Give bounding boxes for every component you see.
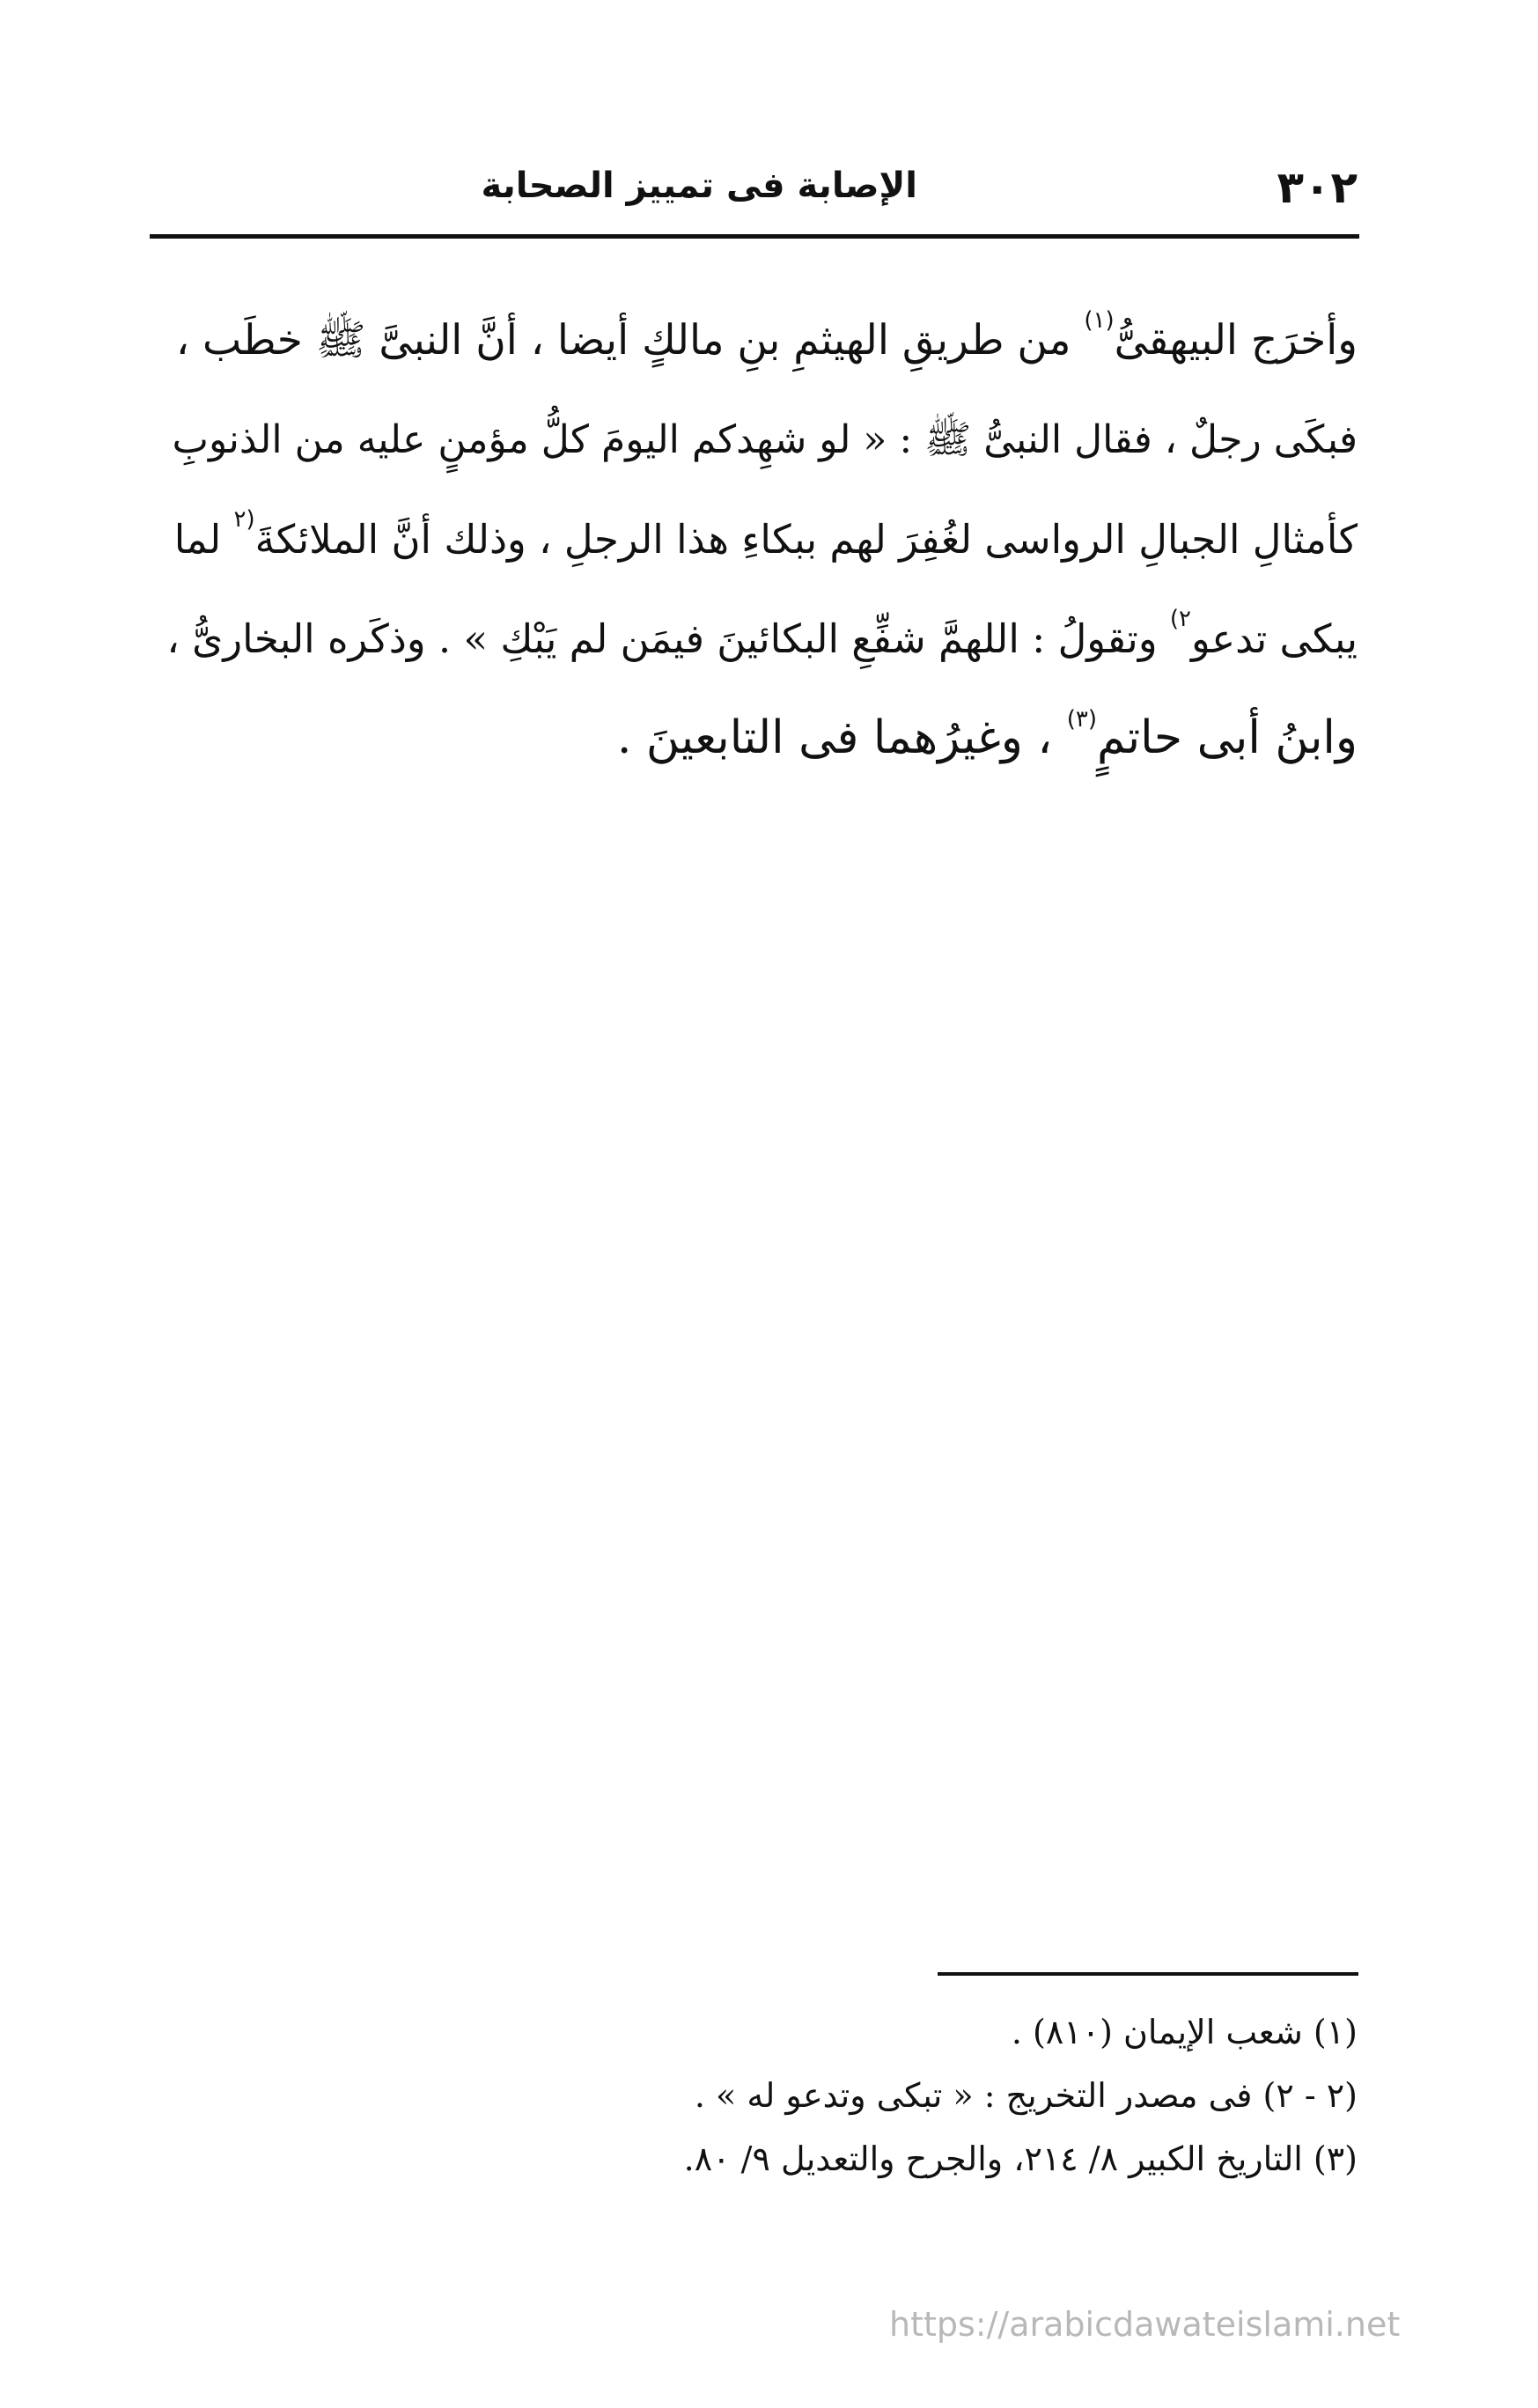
text-line-1: وأخرَج البيهقىُّ$^{(١)}$ من طريقِ الهيثمِ بنِ مالكٍ أيضا ، أنَّ النبىَّ ﷺ خطَب ، (175, 307, 1358, 365)
footnote-1: (١) شعب الإيمان (٨١٠) . (1011, 2013, 1358, 2051)
text-line-4: يبكى تدعو$^{٢)}$ وتقولُ : اللهمَّ شفِّعِ البكائينَ فيمَن لم يَبْكِ » . وذكَره البخارىُّ ، (166, 606, 1358, 662)
footnote-3: (٣) التاريخ الكبير ٨/ ٢١٤، والجرح والتعديل ٩/ ٨٠. (683, 2139, 1358, 2178)
watermark-url: https://arabicdawateislami.net (889, 2305, 1401, 2344)
book-title: الإصابة فى تمييز الصحابة (481, 166, 917, 206)
footnote-marker-2-close: ٢) (1169, 606, 1191, 632)
footnote-marker-1: (١) (1084, 307, 1115, 334)
text-line-3: كأمثالِ الجبالِ الرواسى لغُفِرَ لهم ببكاءِ هذا الرجلِ ، وذلك أنَّ الملائكةَ$^{(٢}$ لما (173, 506, 1358, 563)
footnotes (176, 2000, 1358, 2191)
main-text (157, 291, 1358, 788)
page-number: ٣٠٢ (1277, 162, 1358, 213)
header-rule (150, 234, 1359, 239)
footnote-marker-2-open: (٢ (233, 506, 255, 533)
footnote-marker-3: (٣) (1066, 706, 1097, 733)
footnote-2: (٢ - ٢) فى مصدر التخريج : « تبكى وتدعو له » . (694, 2076, 1358, 2115)
footnote-rule (938, 1972, 1358, 1976)
text-line-5: وابنُ أبى حاتمٍ$^{(٣)}$ ، وغيرُهما فى التابعينَ . (616, 706, 1358, 764)
running-head (150, 157, 1358, 218)
text-line-2: فبكَى رجلٌ ، فقال النبىُّ ﷺ : « لو شهِدكم اليومَ كلُّ مؤمنٍ عليه من الذنوبِ (172, 417, 1358, 462)
